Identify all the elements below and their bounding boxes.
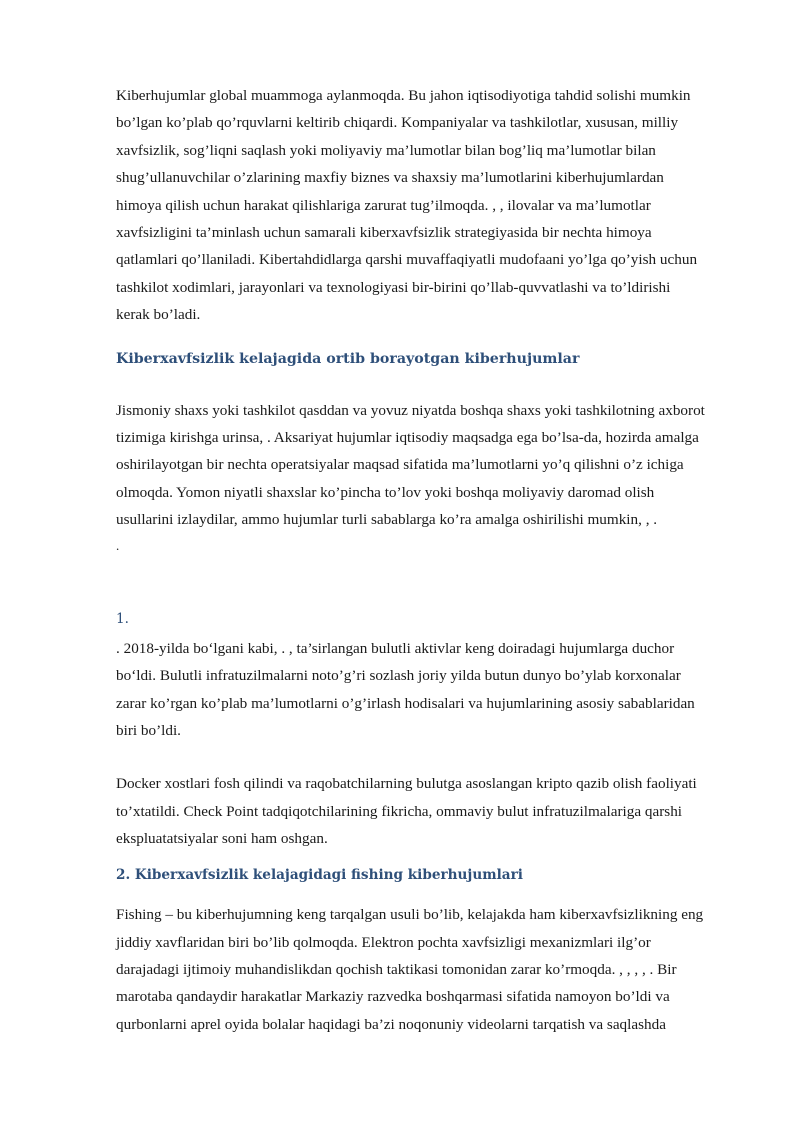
text-line: xavfsizligini ta’minlash uchun samarali kiberxavfsizlik strategiyasida bir nechta himoya — [116, 224, 652, 242]
text-line: oshirilayotgan bir nechta operatsiyalar maqsad sifatida ma’lumotlarni yo’q qilishni o’z ichiga — [116, 456, 684, 474]
text-line: Fishing – bu kiberhujumning keng tarqalgan usuli bo’lib, kelajakda ham kiberxavfsizlikning eng — [116, 906, 704, 924]
text-line: usullarini izlaydilar, ammo hujumlar turli sabablarga ko’ra amalga oshirilishi mumkin, , . — [116, 511, 658, 529]
text-line: Kiberhujumlar global muammoga aylanmoqda. Bu jahon iqtisodiyotiga tahdid solishi mumkin — [116, 87, 691, 104]
fourth-paragraph — [116, 770, 728, 852]
text-line: ekspluatatsiyalar soni ham oshgan. — [116, 830, 328, 848]
text-line: olmoqda. Yomon niyatli shaxslar ko’pincha to’lov yoki boshqa moliyaviy daromad olish — [116, 483, 655, 501]
second-paragraph — [116, 397, 728, 534]
stray-dot: . — [116, 537, 120, 553]
text-line: darajadagi ijtimoiy muhandislikdan qochish taktikasi tomonidan zarar ko’rmoqda. , , , , . Bir — [116, 960, 677, 978]
text-line: qatlamlari qo’llaniladi. Kibertahdidlarga qarshi muvaffaqiyatli mudofaani yo’lga qo’yish uchun — [116, 251, 698, 269]
text-line: to’xtatildi. Check Point tadqiqotchilarining fikricha, ommaviy bulut infratuzilmalariga qarshi — [116, 802, 683, 820]
fifth-paragraph — [116, 901, 728, 1038]
text-line: Docker xostlari fosh qilindi va raqobatchilarning bulutga asoslangan kripto qazib olish faoliyati — [116, 775, 697, 793]
text-line: shug’ullanuvchilar o’zlarining maxfiy biznes va shaxsiy ma’lumotlarini kiberhujumlardan — [116, 169, 664, 187]
text-line: kerak bo’ladi. — [116, 306, 201, 324]
text-line: xavfsizlik, sog’liqni saqlash yoki moliyaviy ma’lumotlar bilan bog’liq ma’lumotlar bilan — [116, 141, 656, 159]
text-line: biri bo’ldi. — [116, 721, 181, 739]
text-line: bo‘ldi. Bulutli infratuzilmalarni noto’g’ri sozlash joriy yilda butun dunyo bo’ylab korxonalar — [116, 667, 681, 685]
intro-paragraph — [116, 82, 728, 329]
text-line: . 2018-yilda bo‘lgani kabi, . , ta’sirlangan bulutli aktivlar keng doiradagi hujumlarga duchor — [116, 639, 675, 657]
phishing-heading: 2. Kiberxavfsizlik kelajagidagi fishing kiberhujumlari — [116, 866, 523, 883]
text-line: Jismoniy shaxs yoki tashkilot qasddan va yovuz niyatda boshqa shaxs yoki tashkilotning axborot — [116, 401, 705, 419]
text-line: bo’lgan ko’plab qo’rquvlarni keltirib chiqardi. Kompaniyalar va tashkilotlar, xususan, milliy — [116, 114, 679, 132]
text-line: qurbonlarni aprel oyida bolalar haqidagi ba’zi noqonuniy videolarni tarqatish va saqlashda — [116, 1015, 666, 1033]
third-paragraph — [116, 635, 728, 745]
numbered-heading: 1. — [116, 610, 129, 627]
text-line: tashkilot xodimlari, jarayonlari va texnologiyasi bir-birini qo’llab-quvvatlashi va to’ldirishi — [116, 278, 671, 296]
text-line: marotaba qandaydir harakatlar Markaziy razvedka boshqarmasi sifatida namoyon bo’ldi va — [116, 988, 670, 1006]
text-line: tizimiga kirishga urinsa, . Aksariyat hujumlar iqtisodiy maqsadga ega bo’lsa-da, hozirda amalga — [116, 429, 699, 447]
text-line: zarar ko’rgan ko’plab ma’lumotlarni o’g’irlash hodisalari va hujumlarining asosiy sabablaridan — [116, 694, 695, 712]
section-heading: Kiberxavfsizlik kelajagida ortib borayotgan kiberhujumlar — [116, 350, 580, 367]
text-line: jiddiy xavflaridan biri bo’lib qolmoqda. Elektron pochta xavfsizligi mexanizmlari ilg’or — [116, 933, 651, 951]
document-page — [116, 82, 728, 1038]
text-line: himoya qilish uchun harakat qilishlariga zarurat tug’ilmoqda. , , ilovalar va ma’lumotlar — [116, 196, 651, 214]
